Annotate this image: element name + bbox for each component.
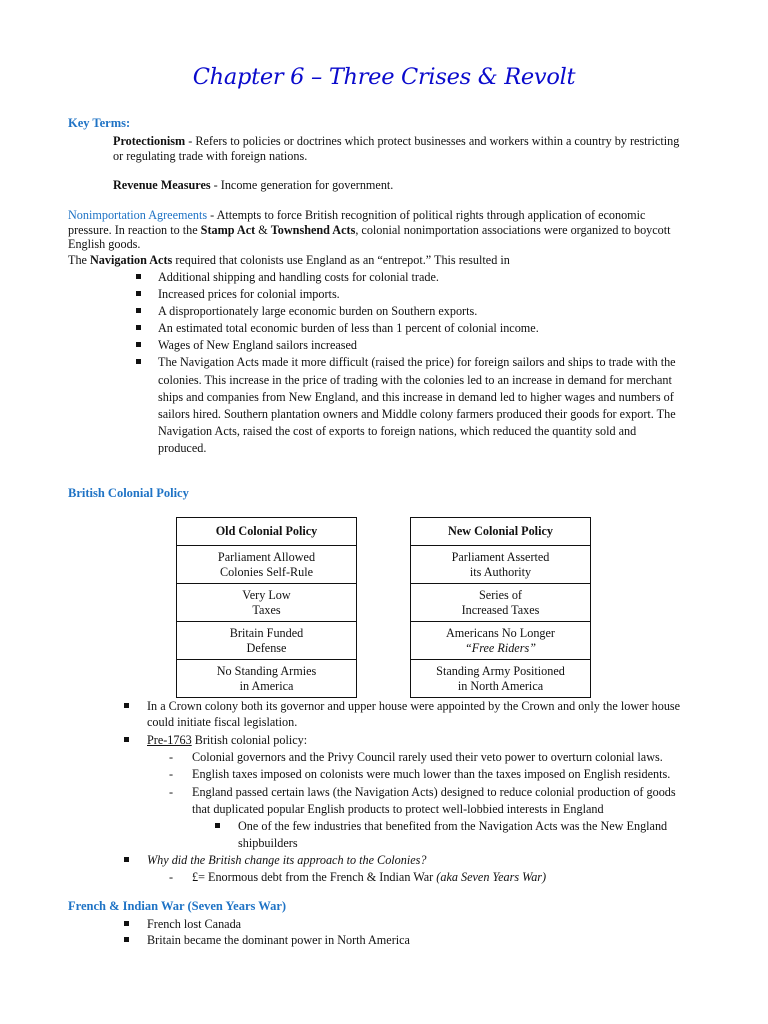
new-colonial-policy-table	[410, 517, 591, 698]
nonimportation-term: Nonimportation Agreements	[68, 208, 208, 222]
key-terms-heading: Key Terms:	[68, 116, 131, 130]
list-item: Increased prices for colonial imports.	[136, 286, 706, 303]
list-item: Additional shipping and handling costs for colonial trade.	[136, 269, 706, 286]
table-cell: Parliament Allowed Colonies Self-Rule	[177, 546, 357, 584]
table-cell: Americans No Longer “Free Riders”	[411, 622, 591, 660]
dash-item: - £= Enormous debt from the French & Indian War (aka Seven Years War)	[169, 870, 547, 884]
revenue-measures-definition: Revenue Measures - Income generation for government.	[113, 178, 394, 192]
dash-item: - English taxes imposed on colonists were much lower than the taxes imposed on English residents.	[169, 767, 671, 781]
pre-1763-item: Pre-1763 British colonial policy:	[124, 732, 307, 749]
old-colonial-policy-table	[176, 517, 357, 698]
sub-bullet-item: One of the few industries that benefited from the Navigation Acts was the New England shipbuilders	[215, 818, 667, 852]
page-title: Chapter 6 – Three Crises & Revolt	[192, 64, 576, 90]
table-cell: Parliament Asserted its Authority	[411, 546, 591, 584]
nonimportation-paragraph: Nonimportation Agreements - Attempts to force British recognition of political rights through application of economic pressure. In reaction to the Stamp Act & Townshend Acts, colonial nonimportation associations were organized to boycott English goods.	[68, 208, 671, 252]
colonial-policy-heading: British Colonial Policy	[68, 486, 189, 500]
french-indian-war-heading: French & Indian War (Seven Years War)	[68, 899, 287, 913]
table-cell: Britain Funded Defense	[177, 622, 357, 660]
old-policy-header: Old Colonial Policy	[177, 518, 357, 546]
navigation-bullet-list	[136, 269, 706, 457]
dash-item: - Colonial governors and the Privy Council rarely used their veto power to overturn colonial laws.	[169, 750, 663, 764]
list-item: Britain became the dominant power in North America	[124, 932, 410, 949]
list-item: French lost Canada	[124, 916, 241, 933]
dash-item: - England passed certain laws (the Navigation Acts) designed to reduce colonial production of goods that duplicated popular English products to protect well-lobbied interests in England	[169, 785, 676, 817]
why-question-item: Why did the British change its approach to the Colonies?	[124, 852, 427, 869]
protectionism-definition: Protectionism - Refers to policies or doctrines which protect businesses and workers within a country by restricting or regulating trade with foreign nations.	[113, 134, 680, 163]
new-policy-header: New Colonial Policy	[411, 518, 591, 546]
list-item: Wages of New England sailors increased	[136, 337, 706, 354]
table-cell: Series of Increased Taxes	[411, 584, 591, 622]
list-item: The Navigation Acts made it more difficult (raised the price) for foreign sailors and ships to trade with the colonies. This increase in the price of trading with the colonies led to an increase in demand for merchant ships and companies from New England, and this increase in demand led to higher wages and numbers of sailors hired. Southern plantation owners and Middle colony farmers produced their goods for export. The Navigation Acts, raised the cost of exports to foreign nations, which reduced the quantity sold and produced.	[136, 354, 706, 457]
list-item: An estimated total economic burden of less than 1 percent of colonial income.	[136, 320, 706, 337]
table-cell: No Standing Armies in America	[177, 660, 357, 698]
navigation-acts-intro: The Navigation Acts required that colonists use England as an “entrepot.” This resulted in	[68, 253, 510, 267]
table-cell: Very Low Taxes	[177, 584, 357, 622]
table-cell: Standing Army Positioned in North America	[411, 660, 591, 698]
crown-colony-item: In a Crown colony both its governor and upper house were appointed by the Crown and only the lower house could initiate fiscal legislation.	[124, 698, 727, 731]
list-item: A disproportionately large economic burden on Southern exports.	[136, 303, 706, 320]
